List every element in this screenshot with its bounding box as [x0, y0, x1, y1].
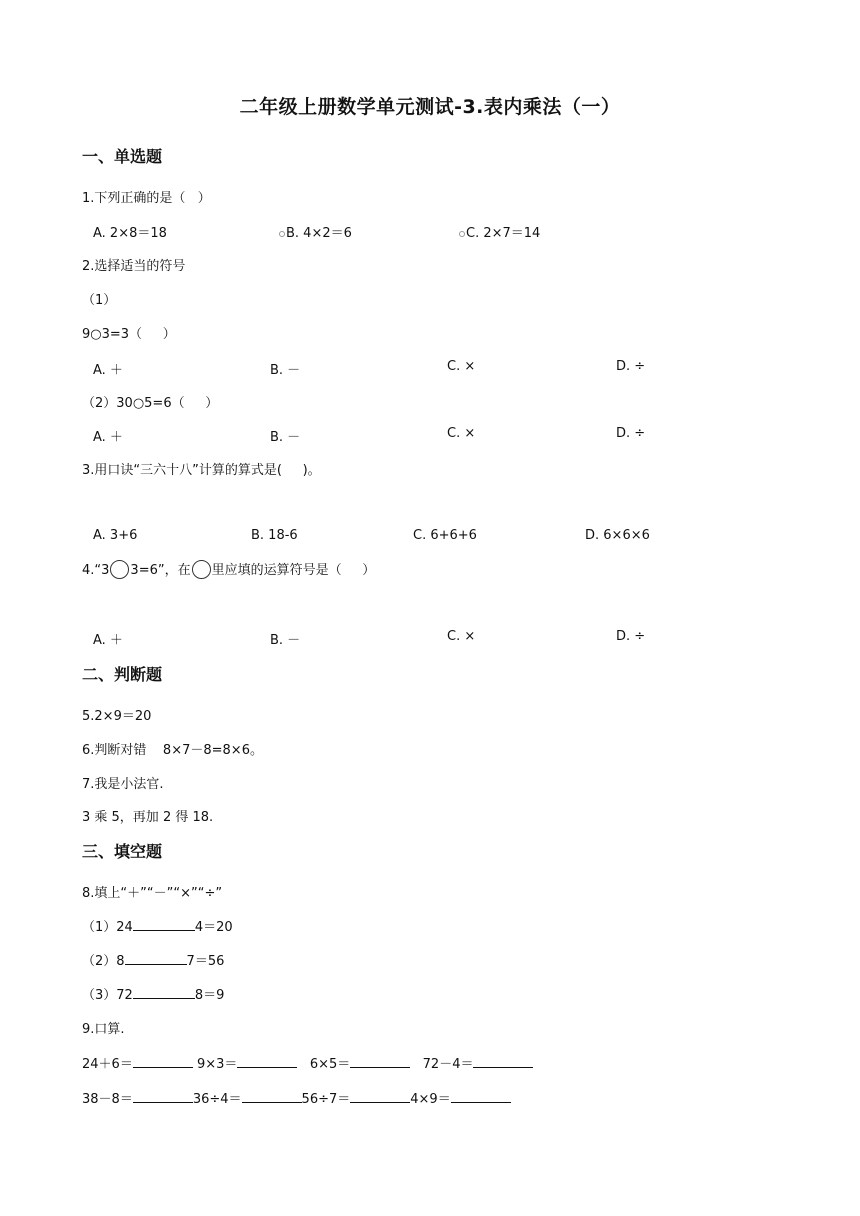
q8-item-2-left: （2）8: [82, 954, 125, 969]
q2-sub1-label: （1）: [82, 293, 117, 308]
q2-sub1-option-d[interactable]: D. ÷: [616, 359, 646, 374]
q8-item-3: [82, 984, 224, 1003]
answer-blank[interactable]: [451, 1090, 511, 1103]
blank-circle-icon: [192, 560, 211, 579]
q4-stem-part-c: 里应填的运算符号是（ ）: [211, 563, 376, 578]
answer-blank[interactable]: [237, 1055, 297, 1068]
radio-dot-icon: [279, 231, 285, 237]
q1-option-c-label: C. 2×7＝14: [466, 226, 541, 241]
question-8-stem: 8.填上“＋”“－”“×”“÷”: [82, 886, 223, 901]
q3-option-d[interactable]: D. 6×6×6: [585, 528, 650, 543]
page-title: 二年级上册数学单元测试-3.表内乘法（一）: [239, 96, 621, 118]
q3-option-a[interactable]: A. 3+6: [93, 528, 138, 543]
blank-circle-icon: [110, 560, 129, 579]
q2-sub1-expression: 9○3=3（ ）: [82, 327, 176, 342]
question-7-statement: 3 乘 5，再加 2 得 18.: [82, 810, 214, 825]
q8-item-1: [82, 916, 233, 935]
answer-blank[interactable]: [133, 1055, 193, 1068]
section-heading-single-choice: 一、单选题: [82, 147, 163, 166]
q9-r1-item-2: 9×3＝: [196, 1057, 238, 1072]
answer-blank[interactable]: [125, 952, 187, 965]
q1-option-a[interactable]: A. 2×8＝18: [93, 226, 167, 241]
q8-item-2: [82, 950, 224, 969]
q9-r1-item-1: 24＋6＝: [82, 1057, 133, 1072]
q1-option-b-label: B. 4×2＝6: [286, 226, 352, 241]
q8-item-3-right: 8＝9: [194, 988, 225, 1003]
q4-stem-part-b: 3=6”，在: [130, 563, 191, 578]
q9-row-2: [82, 1088, 511, 1107]
q3-option-b[interactable]: B. 18-6: [251, 528, 298, 543]
question-1-stem: 1.下列正确的是（ ）: [82, 191, 211, 206]
question-6: 6.判断对错 8×7－8=8×6。: [82, 743, 263, 758]
q9-r2-item-3: 56÷7＝: [301, 1092, 351, 1107]
q2-sub2-option-a[interactable]: A. ＋: [93, 430, 123, 445]
q4-stem-part-a: 4.“3: [82, 563, 110, 578]
section-heading-fill-blank: 三、填空题: [82, 842, 163, 861]
section-heading-true-false: 二、判断题: [82, 665, 163, 684]
answer-blank[interactable]: [133, 1090, 193, 1103]
answer-blank[interactable]: [242, 1090, 302, 1103]
q4-option-d[interactable]: D. ÷: [616, 629, 646, 644]
answer-blank[interactable]: [350, 1090, 410, 1103]
q8-item-1-left: （1）24: [82, 920, 133, 935]
q4-option-b[interactable]: B. －: [270, 633, 301, 648]
answer-blank[interactable]: [350, 1055, 410, 1068]
answer-blank[interactable]: [133, 918, 195, 931]
q8-item-3-left: （3）72: [82, 988, 133, 1003]
q2-sub2-option-b[interactable]: B. －: [270, 430, 301, 445]
q9-r2-item-1: 38－8＝: [82, 1092, 133, 1107]
q1-option-b[interactable]: [279, 222, 352, 241]
q2-sub2-option-c[interactable]: C. ×: [447, 426, 476, 441]
answer-blank[interactable]: [473, 1055, 533, 1068]
question-3-stem: 3.用口诀“三六十八”计算的算式是( )。: [82, 463, 321, 478]
question-9-stem: 9.口算.: [82, 1022, 125, 1037]
q8-item-2-right: 7＝56: [186, 954, 225, 969]
q2-sub1-option-a[interactable]: A. ＋: [93, 363, 123, 378]
q9-row-1: [82, 1053, 533, 1072]
q9-r2-item-4: 4×9＝: [410, 1092, 451, 1107]
q8-item-1-right: 4＝20: [194, 920, 233, 935]
q2-sub2-option-d[interactable]: D. ÷: [616, 426, 646, 441]
question-4-stem: [82, 559, 375, 580]
q4-option-c[interactable]: C. ×: [447, 629, 476, 644]
question-7-stem: 7.我是小法官.: [82, 777, 164, 792]
q2-sub1-option-b[interactable]: B. －: [270, 363, 301, 378]
question-2-stem: 2.选择适当的符号: [82, 259, 186, 274]
q2-sub1-option-c[interactable]: C. ×: [447, 359, 476, 374]
q3-option-c[interactable]: C. 6+6+6: [413, 528, 477, 543]
q4-option-a[interactable]: A. ＋: [93, 633, 123, 648]
q2-sub2-expression: （2）30○5=6（ ）: [82, 396, 219, 411]
q9-r1-item-3: 6×5＝: [309, 1057, 351, 1072]
q1-option-c[interactable]: [459, 222, 540, 241]
answer-blank[interactable]: [133, 986, 195, 999]
q9-r1-item-4: 72－4＝: [422, 1057, 474, 1072]
question-5: 5.2×9＝20: [82, 709, 152, 724]
radio-dot-icon: [459, 231, 465, 237]
q9-r2-item-2: 36÷4＝: [192, 1092, 242, 1107]
